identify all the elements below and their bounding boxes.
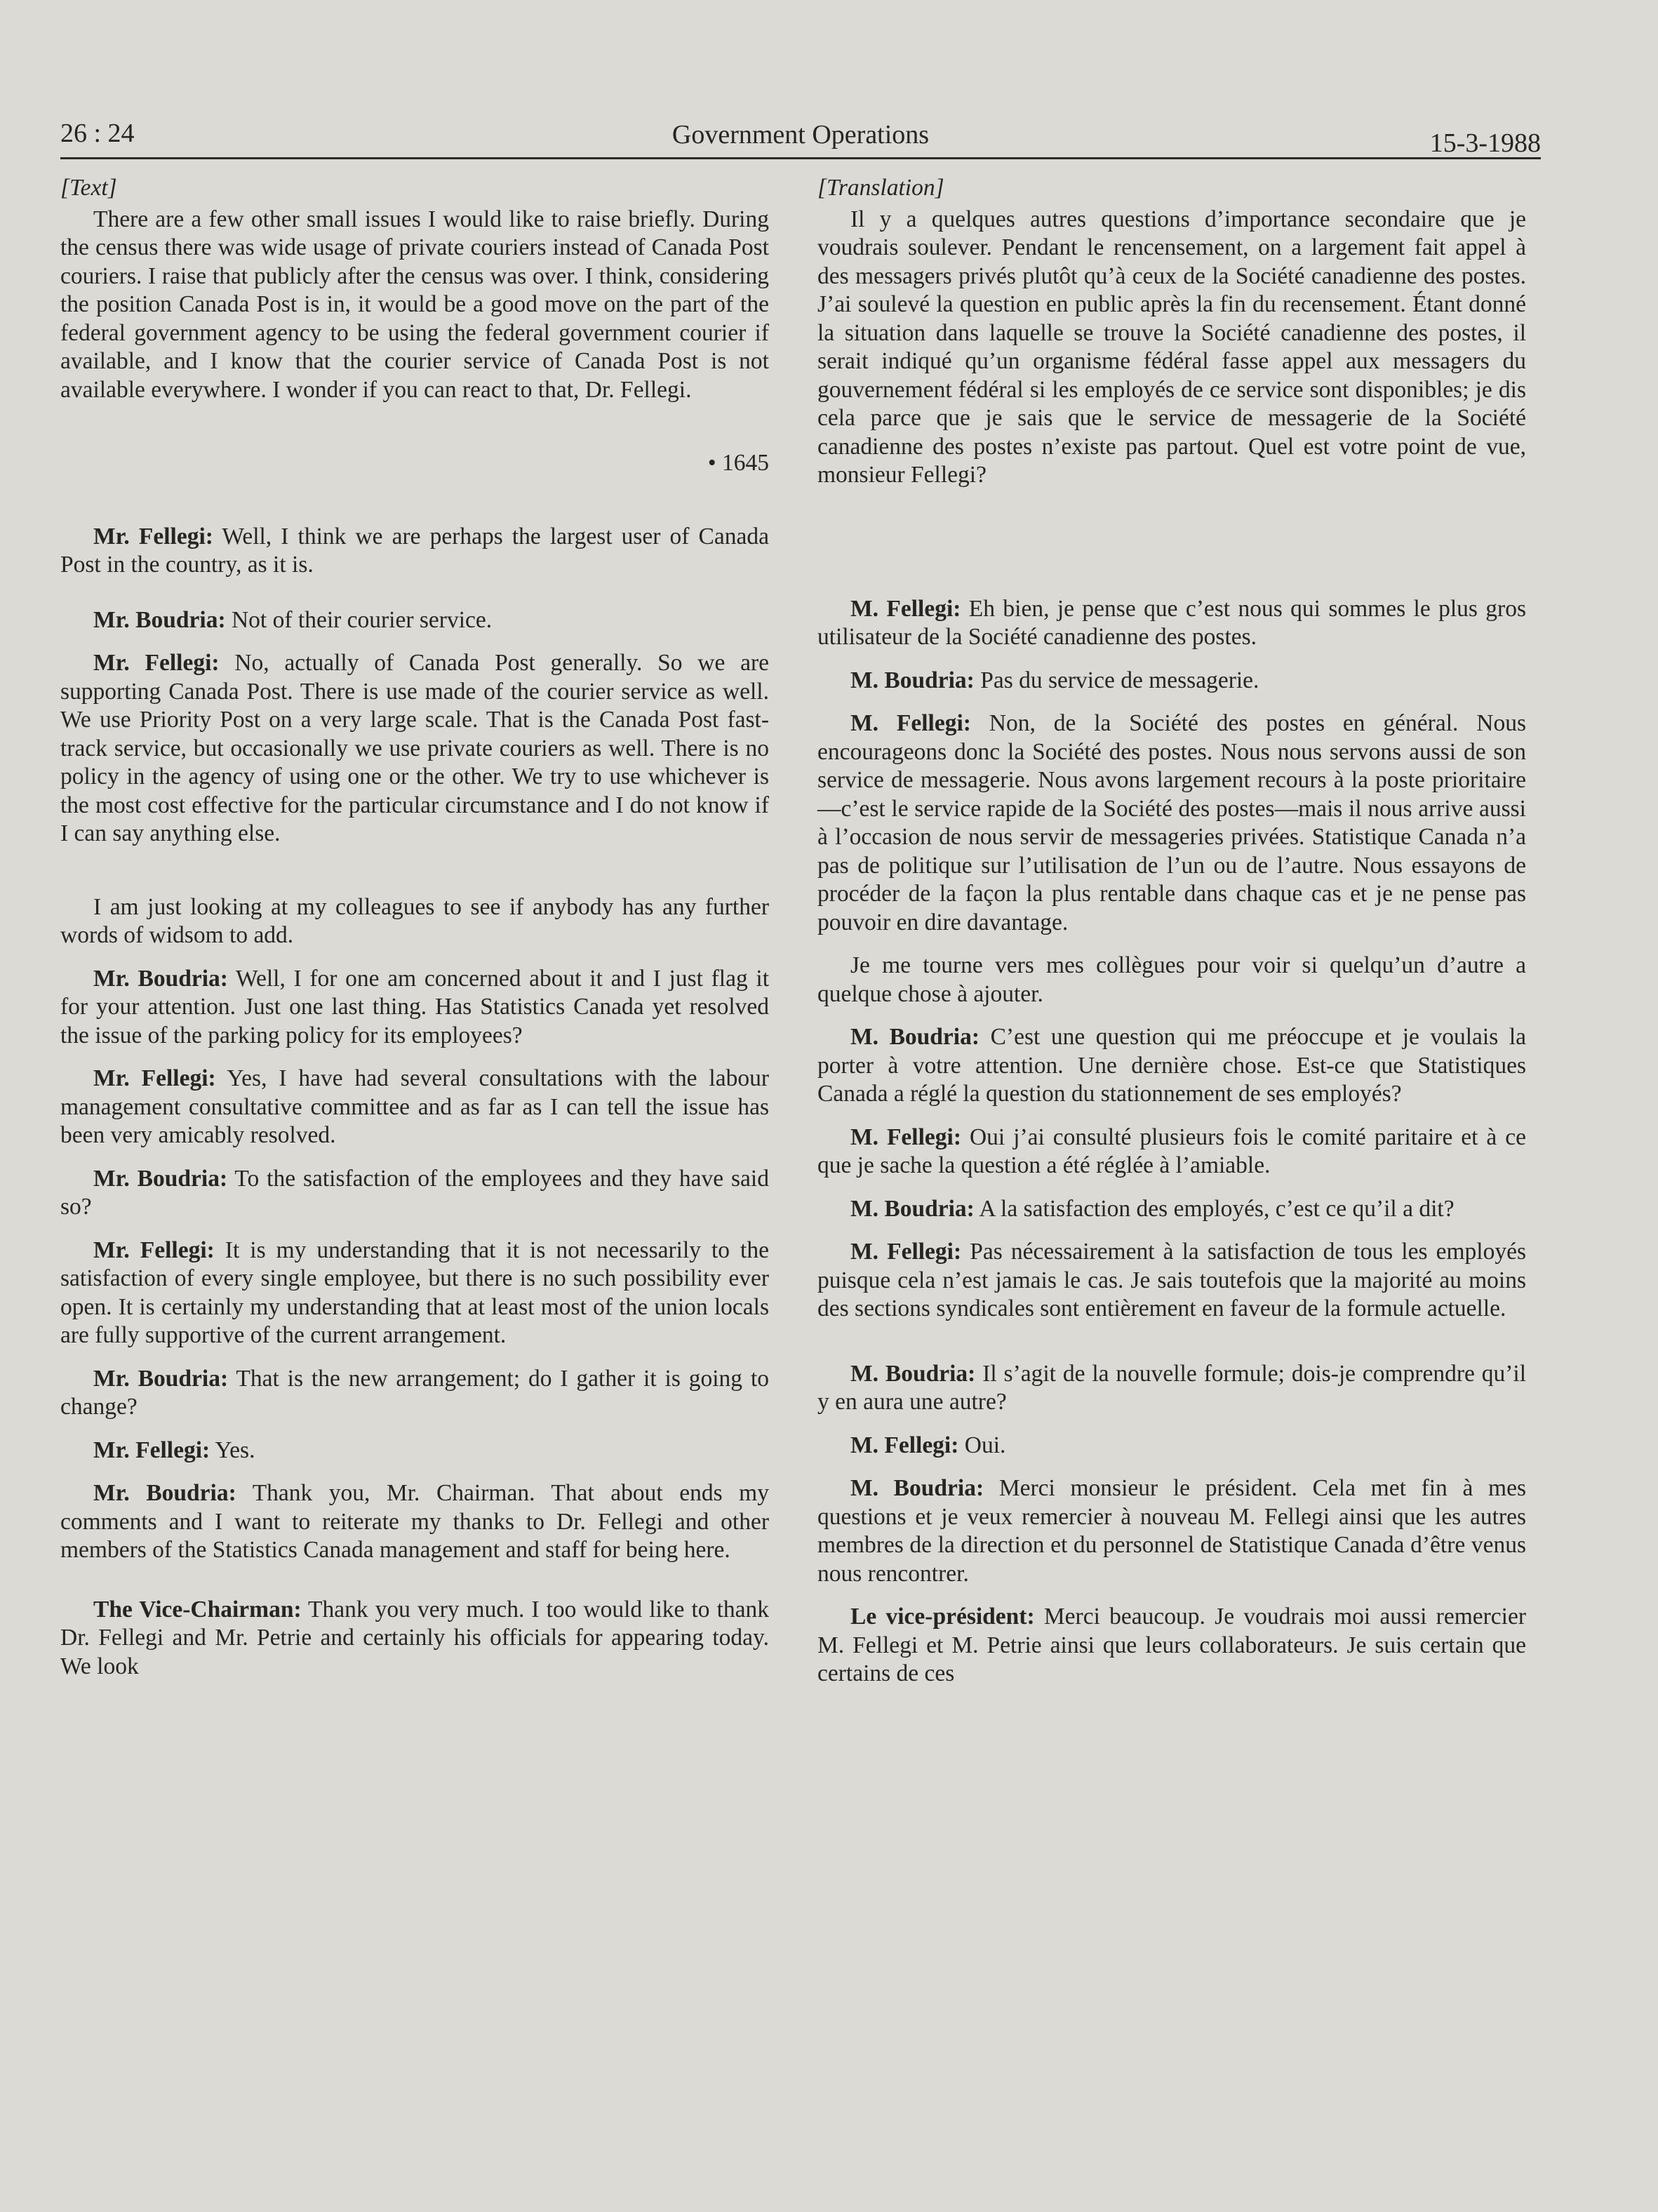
page-number: 26 : 24 [60, 119, 135, 148]
speaker-name: M. Fellegi: [850, 1432, 959, 1458]
speaker-name: Mr. Boudria: [93, 1480, 236, 1506]
speaker-name: M. Boudria: [850, 1360, 976, 1387]
speaker-name: M. Boudria: [850, 1195, 975, 1222]
paragraph: I am just looking at my colleagues to see if anybody has any further words of widsom to add. [60, 893, 769, 948]
paragraph: Mr. Boudria: That is the new arrangement; do I gather it is going to change? [60, 1365, 769, 1420]
paragraph: Mr. Fellegi: Well, I think we are perhaps the largest user of Canada Post in the country, as it is. [60, 523, 769, 578]
paragraph: M. Fellegi: Oui. [850, 1432, 1006, 1458]
speaker-name: Mr. Fellegi: [93, 1065, 216, 1091]
speaker-name: M. Fellegi: [850, 710, 971, 736]
paragraph: M. Boudria: Il s’agit de la nouvelle formule; dois-je comprendre qu’il y en aura une autre? [817, 1360, 1526, 1415]
paragraph: The Vice-Chairman: Thank you very much. I too would like to thank Dr. Fellegi and Mr. Petrie and certainly his officials for appearing today. We look [60, 1596, 769, 1679]
paragraph: M. Fellegi: Eh bien, je pense que c’est nous qui sommes le plus gros utilisateur de la Société canadienne des postes. [817, 595, 1527, 650]
speaker-name: M. Boudria: [850, 1024, 980, 1050]
paragraph: M. Fellegi: Pas nécessairement à la satisfaction de tous les employés puisque cela n’est jamais le cas. Je sais toutefois que la majorité au moins des sections syndicales sont entièrement en faveur de la formule actuelle. [817, 1239, 1526, 1321]
paragraph: Mr. Boudria: To the satisfaction of the employees and they have said so? [60, 1165, 769, 1220]
speaker-name: M. Fellegi: [850, 1124, 961, 1150]
speaker-name: Mr. Boudria: [93, 965, 228, 992]
paragraph: Je me tourne vers mes collègues pour voir si quelqu’un d’autre a quelque chose à ajouter. [817, 952, 1526, 1007]
english-column [60, 174, 769, 1695]
page-date: 15-3-1988 [1429, 128, 1541, 158]
translation-label: [Translation] [817, 175, 944, 201]
speaker-name: Mr. Fellegi: [93, 523, 213, 549]
paragraph: Mr. Boudria: Thank you, Mr. Chairman. That about ends my comments and I want to reiterate my thanks to Dr. Fellegi and other members of the Statistics Canada management and staff for being here. [60, 1480, 769, 1563]
paragraph: Mr. Boudria: Not of their courier service. [93, 606, 493, 633]
page-title: Government Operations [671, 120, 930, 149]
speaker-name: Mr. Fellegi: [93, 1237, 215, 1263]
paragraph: Mr. Boudria: Well, I for one am concerned about it and I just flag it for your attention. Just one last thing. Has Statistics Canada yet resolved the issue of the parking policy for its employees? [60, 965, 770, 1048]
paragraph: Il y a quelques autres questions d’importance secondaire que je voudrais soulever. Pendant le rencensement, on a largement fait appel à des messagers privés plutôt qu’à ceux de la Société canadienne des postes. J’ai soulevé la question en public après la fin du recensement. Étant donné la situation dans laquelle se trouve la Société canadienne des postes, il serait indiqué qu’un organisme fédéral fasse appel aux messagers du gouvernement fédéral si les employés de ce service sont disponibles; je dis cela parce que je sais que le service de messagerie de la Société canadienne des postes n’existe pas partout. Quel est votre point de vue, monsieur Fellegi? [817, 206, 1526, 488]
paragraph: M. Fellegi: Non, de la Société des postes en général. Nous encourageons donc la Société des postes. Nous nous servons aussi de son service de messagerie. Nous avons largement recours à la poste prioritaire—c’est le service rapide de la Société des postes—mais il nous arrive aussi à l’occasion de nous servir de messageries privées. Statistique Canada n’a pas de politique sur l’utilisation de l’un ou de l’autre. Nous essayons de procéder de la façon la plus rentable dans chaque cas et je ne pense pas pouvoir en dire davantage. [817, 710, 1526, 935]
paragraph: M. Boudria: C’est une question qui me préoccupe et je voulais la porter à votre attention. Une dernière chose. Est-ce que Statistiques Canada a réglé la question du stationnement de ses employés? [817, 1024, 1526, 1107]
speaker-name: M. Fellegi: [850, 595, 961, 622]
paragraph: M. Boudria: A la satisfaction des employés, c’est ce qu’il a dit? [850, 1195, 1455, 1222]
page-header [60, 111, 1541, 159]
speaker-name: Mr. Boudria: [93, 606, 226, 633]
speaker-name: Mr. Fellegi: [93, 1437, 210, 1463]
paragraph: Le vice-président: Merci beaucoup. Je voudrais moi aussi remercier M. Fellegi et M. Petrie ainsi que leurs collaborateurs. Je suis certain que certains de ces [817, 1604, 1526, 1686]
speaker-name: M. Boudria: [850, 1475, 984, 1501]
paragraph: M. Boudria: Pas du service de messagerie. [850, 667, 1259, 693]
text-label: [Text] [60, 175, 117, 201]
paragraph: Mr. Fellegi: Yes, I have had several consultations with the labour management consultative committee and as far as I can tell the issue has been very amicably resolved. [60, 1065, 769, 1148]
speaker-name: M. Fellegi: [850, 1239, 962, 1265]
speaker-name: Le vice-président: [850, 1604, 1035, 1630]
paragraph: M. Fellegi: Oui j’ai consulté plusieurs fois le comité paritaire et à ce que je sache la question a été réglée à l’amiable. [817, 1124, 1526, 1178]
time-stamp: • 1645 [707, 450, 769, 476]
paragraph: M. Boudria: Merci monsieur le président. Cela met fin à mes questions et je veux remercier à nouveau M. Fellegi ainsi que les autres membres de la direction et du personnel de Statistique Canada d’être venus nous rencontrer. [817, 1475, 1526, 1587]
speaker-name: M. Boudria: [850, 667, 975, 693]
paragraph: Mr. Fellegi: No, actually of Canada Post generally. So we are supporting Canada Post. There is use made of the courier service as well. We use Priority Post on a very large scale. That is the Canada Post fast-track service, but occasionally we use private couriers as well. There is no policy in the agency of using one or the other. We try to use whichever is the most cost effective for the particular circumstance and I do not know if I can say anything else. [60, 650, 769, 846]
speaker-name: Mr. Boudria: [93, 1365, 229, 1392]
paragraph: Mr. Fellegi: Yes. [93, 1437, 255, 1463]
speaker-name: Mr. Fellegi: [93, 650, 220, 676]
paragraph: There are a few other small issues I would like to raise briefly. During the census there was wide usage of private couriers instead of Canada Post couriers. I raise that publicly after the census was over. I think, considering the position Canada Post is in, it would be a good move on the part of the federal government agency to be using the federal government courier if available, and I know that the courier service of Canada Post is not available everywhere. I wonder if you can react to that, Dr. Fellegi. [60, 206, 769, 403]
speaker-name: Mr. Boudria: [93, 1165, 228, 1192]
speaker-name: The Vice-Chairman: [93, 1596, 302, 1623]
paragraph: Mr. Fellegi: It is my understanding that it is not necessarily to the satisfaction of every single employee, but there is no such possibility ever open. It is certainly my understanding that at least most of the union locals are fully supportive of the current arrangement. [60, 1237, 769, 1348]
french-column [817, 174, 1526, 1703]
